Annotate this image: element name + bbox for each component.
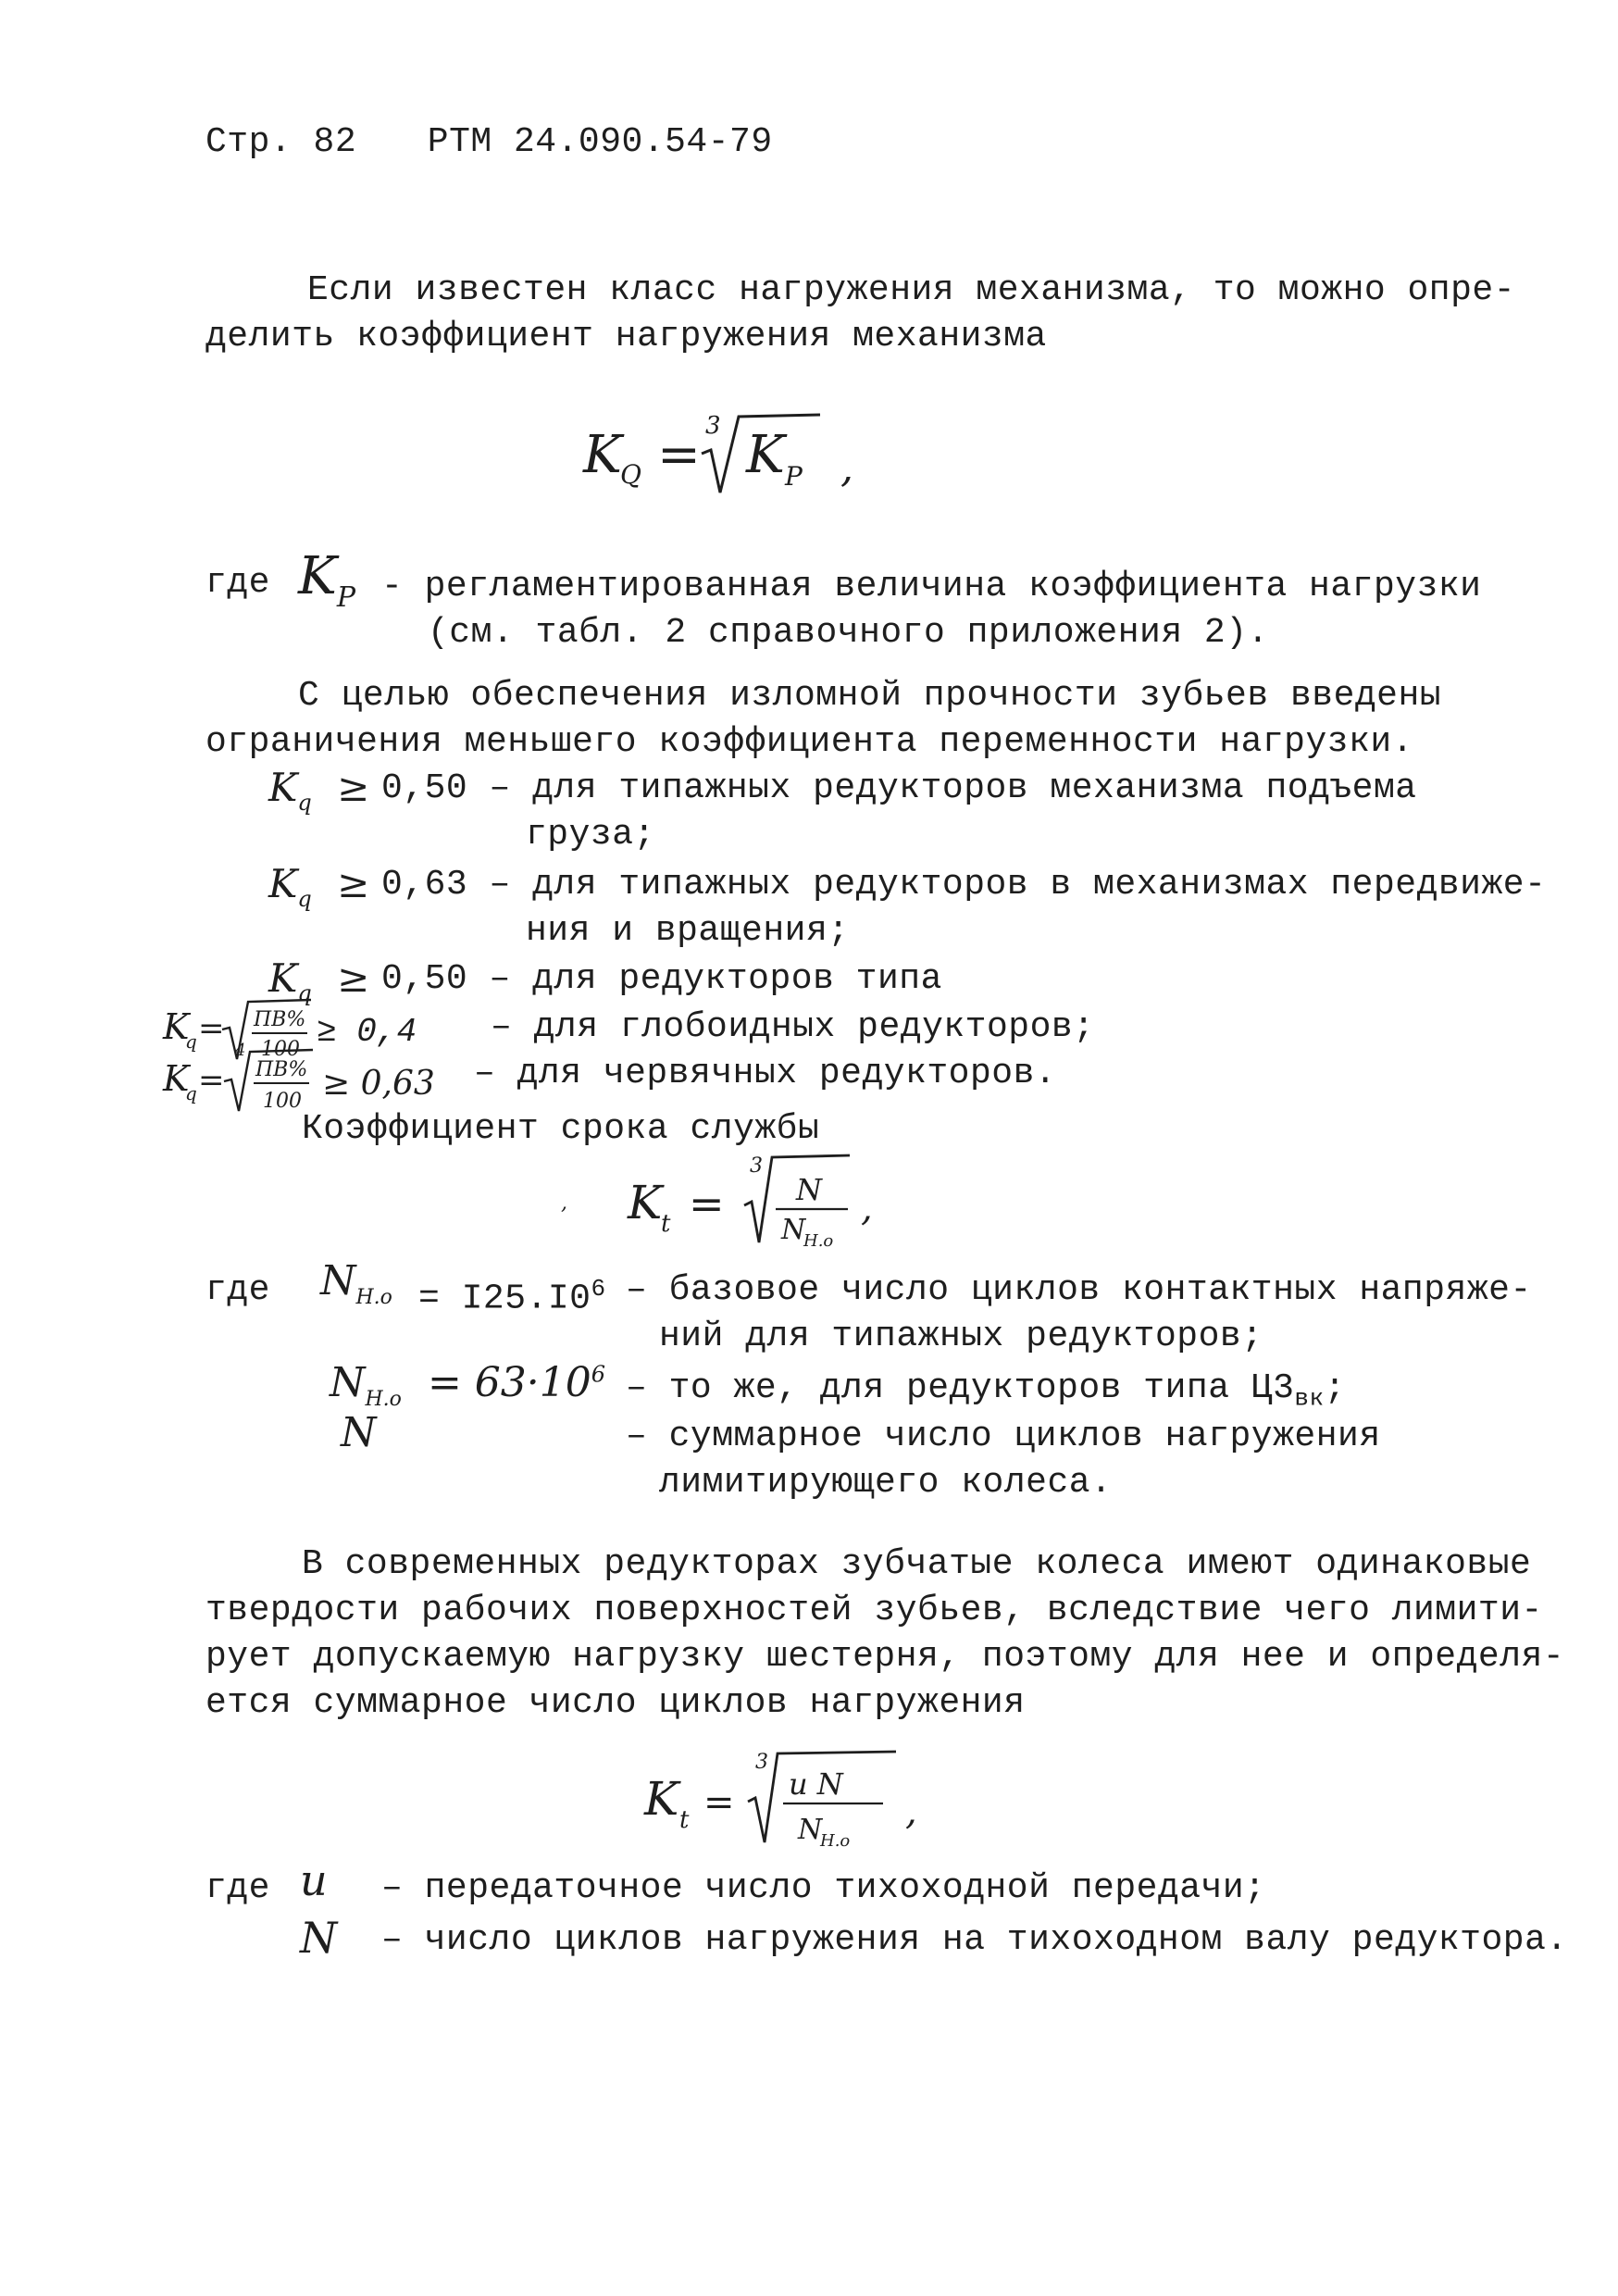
para1-line1: Если известен класс нагружения механизма, то можно опре- [307,270,1516,310]
svg-text:N: N [796,1172,822,1207]
svg-text:t: t [661,1210,671,1238]
limit1-text: 0,50 – для типажных редукторов механизма подъема [381,768,1417,808]
svg-text:ПВ%: ПВ% [254,1008,306,1031]
svg-text:,: , [905,1791,917,1833]
where2-text1b: ний для типажных редукторов; [659,1316,1263,1356]
limit2-text: 0,63 – для типажных редукторов в механизмах передвиже- [381,865,1547,905]
svg-text:4: 4 [235,1041,246,1060]
svg-text:3: 3 [750,1154,763,1178]
svg-text:=: = [703,1781,735,1824]
svg-text:=: = [689,1179,725,1229]
svg-text:K: K [644,1772,679,1826]
formula1-lhs-sub: Q [620,459,641,490]
svg-text:N: N [798,1814,823,1846]
svg-text:H.o: H.o [820,1831,851,1851]
svg-text:K: K [163,1058,190,1099]
limit3-text: 0,50 – для редукторов типа [381,959,942,999]
where2-text1a: – базовое число циклов контактных напряже- [626,1270,1532,1310]
limit3-symbol: $K_q$ ≥ [268,955,370,1006]
limit5-text: – для червячных редукторов. [474,1054,1057,1093]
svg-text:ПВ%: ПВ% [255,1058,308,1081]
where2-symbol2: $N_{H.o} = 63\cdot 10^6$ [330,1359,606,1411]
svg-text:=: = [657,425,701,485]
para4-line3: рует допускаемую нагрузку шестерня, поэтому для нее и определя- [205,1637,1565,1677]
where3-symbol2: N [300,1913,338,1963]
para2-line2: ограничения меньшего коэффициента переменности нагрузки. [205,722,1414,762]
page-header [205,122,773,163]
formula1-root-index: 3 [705,412,721,440]
svg-text:100: 100 [261,1038,300,1061]
para2-line1: С целью обеспечения изломной прочности зубьев введены [298,676,1442,716]
where3-text2: – число циклов нагружения на тихоходном валу редуктора. [381,1920,1568,1960]
formula1-rad: K [746,425,785,485]
where2-symbol3: N [341,1409,377,1456]
limit4-text: – для глобоидных редукторов; [491,1007,1095,1047]
where1-line2: (см. табл. 2 справочного приложения 2). [428,613,1269,653]
formula-kq [574,389,944,514]
para4-line1: В современных редукторах зубчатые колеса имеют одинаковые [302,1544,1532,1584]
limit2-symbol: $K_q$ ≥ [268,861,370,912]
where1-symbol: $K_P$ [298,546,356,614]
svg-text:N: N [781,1214,806,1246]
where2-gde: где [205,1270,270,1310]
formula1-lhs: K [583,425,622,485]
formula-kt-1 [555,1148,944,1273]
where3-text1: – передаточное число тихоходной передачи; [381,1868,1266,1908]
page-number: Стр. 82 [205,122,357,162]
para4-line2: твердости рабочих поверхностей зубьев, вследствие чего лимити- [205,1591,1543,1630]
where2-text3a: – суммарное число циклов нагружения [626,1416,1381,1456]
where2-text2a: – то же, для редукторов типа $Ц3_{вк}$; [626,1368,1346,1413]
formula-kt-2 [639,1741,972,1875]
svg-text:K: K [163,1006,190,1047]
para4-line4: ется суммарное число циклов нагружения [205,1683,1026,1723]
where3-gde: где [205,1868,270,1908]
svg-text:q: q [185,1030,197,1053]
where1-gde: где [205,563,270,603]
where1-line1: - регламентированная величина коэффициента нагрузки [381,567,1482,606]
svg-text:H.o: H.o [803,1231,834,1251]
svg-text:,: , [561,1192,567,1215]
where3-symbol1: u [300,1855,328,1905]
svg-text:≥ 0,4: ≥ 0,4 [317,1013,417,1051]
svg-text:t: t [679,1806,690,1834]
svg-text:=: = [198,1010,225,1047]
svg-text:u N: u N [789,1766,843,1802]
svg-text:=: = [198,1062,225,1099]
para1-line2: делить коэффициент нагружения механизма [205,317,1047,356]
para3-line1: Коэффициент срока службы [302,1109,820,1149]
svg-text:100: 100 [263,1090,302,1113]
limit2-cont: ния и вращения; [526,911,850,951]
svg-text:3: 3 [755,1751,768,1774]
where2-symbol1: $N_{H.o}$ [320,1257,392,1309]
limit1-cont: груза; [526,815,655,855]
limit1-symbol: $K_q$ ≥ [268,765,370,816]
svg-text:,: , [861,1187,873,1229]
svg-text:K: K [628,1176,663,1229]
document-code: РТМ 24.090.54-79 [427,122,773,162]
svg-text:q: q [185,1082,197,1104]
where2-text3b: лимитирующего колеса. [659,1463,1113,1503]
formula1-rad-sub: P [785,461,803,492]
svg-text:≥ 0,63: ≥ 0,63 [322,1065,435,1103]
where2-value1: = $I25.I0^6$ [418,1275,606,1319]
formula1-tail: , [840,444,853,492]
